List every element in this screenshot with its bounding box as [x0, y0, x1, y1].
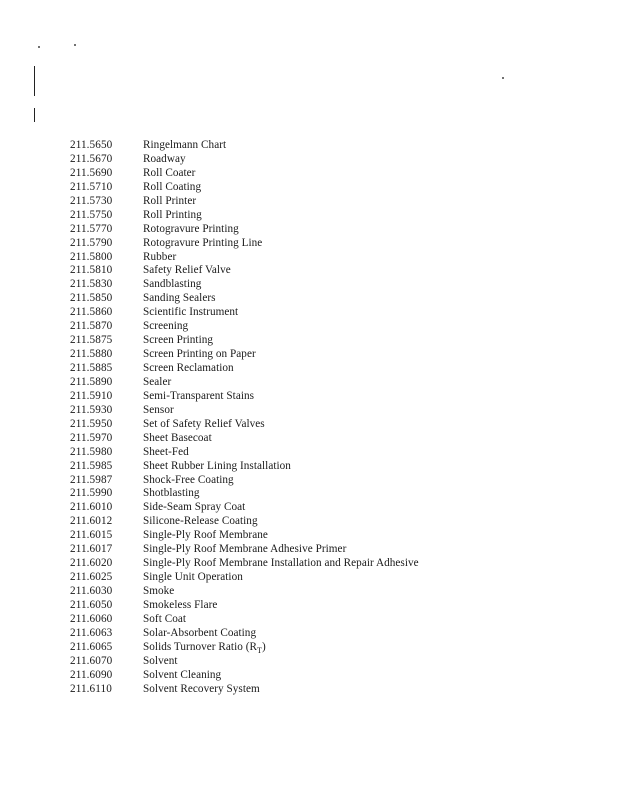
defined-term: [143, 139, 226, 153]
section-number: 211.5860: [70, 306, 113, 319]
index-entry: [70, 390, 419, 404]
term-text: Rubber: [143, 250, 177, 263]
defined-term: [143, 153, 186, 167]
index-entry: [70, 320, 419, 334]
index-entry: [70, 167, 419, 181]
section-number: 211.6030: [70, 585, 113, 597]
scan-speck: [38, 46, 40, 48]
section-number: 211.5800: [70, 250, 113, 263]
term-text: Solvent Recovery System: [143, 682, 260, 695]
section-number: 211.5985: [70, 459, 113, 472]
term-text: Sandblasting: [143, 278, 202, 291]
term-text: Sensor: [143, 403, 174, 416]
index-entry: [70, 585, 419, 599]
index-entry: [70, 487, 419, 501]
scan-speck: [74, 44, 76, 46]
index-entry: [70, 515, 419, 529]
index-entry: [70, 376, 419, 390]
term-text: Soft Coat: [143, 612, 187, 625]
index-entry: [70, 348, 419, 362]
index-entry: [70, 223, 419, 237]
defined-term: [143, 404, 174, 418]
section-number: 211.6015: [70, 529, 113, 542]
index-entry: [70, 655, 419, 669]
defined-term: [143, 181, 201, 195]
defined-term: [143, 515, 258, 529]
term-text: Screen Printing on Paper: [143, 348, 256, 361]
index-entry: [70, 641, 419, 655]
defined-term: [143, 209, 202, 223]
section-number: 211.5950: [70, 417, 113, 430]
index-entry: [70, 209, 419, 223]
section-number: 211.5730: [70, 194, 113, 207]
section-number: 211.5750: [70, 208, 113, 221]
section-number: 211.5970: [70, 431, 113, 444]
section-number: 211.5850: [70, 292, 113, 305]
section-number: 211.6065: [70, 640, 113, 653]
index-entry: [70, 334, 419, 348]
section-number: 211.6050: [70, 598, 113, 611]
index-entry: [70, 669, 419, 683]
section-number: 211.5987: [70, 473, 113, 486]
defined-term: [143, 167, 195, 181]
section-number: 211.6020: [70, 557, 113, 570]
defined-term: [143, 251, 176, 265]
index-entry: [70, 418, 419, 432]
section-number: 211.5830: [70, 278, 113, 291]
index-entry: [70, 251, 419, 265]
defined-term: [143, 487, 200, 501]
term-text: Single Unit Operation: [143, 571, 243, 584]
term-text: Roll Coating: [143, 180, 202, 193]
index-entry: [70, 446, 419, 460]
section-number: 211.5875: [70, 334, 113, 347]
definitions-index-list: [70, 139, 419, 697]
scan-speck: [502, 77, 504, 79]
index-entry: [70, 627, 419, 641]
term-text: Screen Reclamation: [143, 362, 234, 374]
term-text: Safety Relief Valve: [143, 264, 231, 277]
term-text: Solar-Absorbent Coating: [143, 626, 257, 639]
term-text: Sanding Sealers: [143, 292, 216, 305]
term-text: Rotogravure Printing Line: [143, 236, 263, 249]
defined-term: [143, 376, 171, 390]
index-entry: [70, 404, 419, 418]
term-text: Smokeless Flare: [143, 598, 218, 611]
term-text: Screening: [143, 320, 189, 333]
term-text: Roll Printer: [143, 194, 197, 207]
term-text: Sheet Rubber Lining Installation: [143, 459, 291, 472]
section-number: 211.6090: [70, 668, 113, 681]
term-text: Scientific Instrument: [143, 306, 239, 319]
term-subscript: T: [257, 645, 262, 655]
term-text: Single-Ply Roof Membrane Adhesive Primer: [143, 543, 347, 556]
term-text: Roll Printing: [143, 208, 202, 221]
defined-term: [143, 223, 239, 237]
section-number: 211.5790: [70, 236, 113, 249]
defined-term: [143, 627, 256, 641]
defined-term: [143, 362, 234, 376]
defined-term: [143, 474, 234, 488]
defined-term: [143, 348, 256, 362]
index-entry: [70, 292, 419, 306]
defined-term: [143, 683, 260, 697]
term-text: Semi-Transparent Stains: [143, 389, 255, 402]
section-number: 211.6070: [70, 654, 113, 667]
index-entry: [70, 501, 419, 515]
section-number: 211.6010: [70, 501, 113, 514]
defined-term: [143, 571, 243, 585]
defined-term: [143, 557, 419, 571]
defined-term: [143, 418, 265, 432]
term-text: Silicone-Release Coating: [143, 515, 258, 528]
index-entry: [70, 153, 419, 167]
defined-term: [143, 460, 291, 474]
term-text: Roadway: [143, 152, 186, 165]
defined-term: [143, 292, 216, 306]
index-entry: [70, 362, 419, 376]
section-number: 211.5880: [70, 348, 113, 361]
section-number: 211.5770: [70, 222, 113, 235]
section-number: 211.5890: [70, 375, 113, 388]
defined-term: [143, 599, 217, 613]
defined-term: [143, 264, 231, 278]
term-text: Shotblasting: [143, 487, 200, 500]
defined-term: [143, 446, 189, 460]
section-number: 211.5650: [70, 139, 113, 151]
defined-term: [143, 529, 268, 543]
revision-bar: [34, 108, 35, 122]
term-text: Screen Printing: [143, 334, 214, 347]
section-number: 211.5910: [70, 389, 113, 402]
term-text: Sealer: [143, 375, 172, 388]
defined-term: [143, 306, 238, 320]
index-entry: [70, 557, 419, 571]
section-number: 211.6063: [70, 626, 113, 639]
defined-term: [143, 334, 213, 348]
index-entry: [70, 683, 419, 697]
index-entry: [70, 571, 419, 585]
section-number: 211.6025: [70, 571, 113, 584]
defined-term: [143, 669, 221, 683]
index-entry: [70, 264, 419, 278]
index-entry: [70, 432, 419, 446]
index-entry: [70, 306, 419, 320]
term-text: Solvent: [143, 654, 178, 667]
term-text: Solids Turnover Ratio (R: [143, 640, 258, 653]
term-text: Roll Coater: [143, 166, 196, 179]
defined-term: [143, 278, 201, 292]
index-entry: [70, 195, 419, 209]
revision-bar: [34, 66, 35, 96]
term-text: Side-Seam Spray Coat: [143, 501, 246, 514]
term-suffix: ): [261, 640, 266, 653]
section-number: 211.5980: [70, 445, 113, 458]
index-entry: [70, 460, 419, 474]
term-text: Ringelmann Chart: [143, 139, 227, 151]
section-number: 211.5870: [70, 320, 113, 333]
index-entry: [70, 278, 419, 292]
section-number: 211.5990: [70, 487, 113, 500]
index-entry: [70, 139, 419, 153]
index-entry: [70, 599, 419, 613]
defined-term: [143, 195, 196, 209]
section-number: 211.5690: [70, 166, 113, 179]
section-number: 211.6060: [70, 612, 113, 625]
index-entry: [70, 543, 419, 557]
defined-term: [143, 543, 346, 557]
section-number: 211.6110: [70, 682, 112, 695]
term-text: Sheet-Fed: [143, 445, 189, 458]
index-entry: [70, 474, 419, 488]
section-number: 211.6012: [70, 515, 113, 528]
defined-term: [143, 432, 212, 446]
term-text: Sheet Basecoat: [143, 431, 212, 444]
section-number: 211.5810: [70, 264, 113, 277]
section-number: 211.5885: [70, 362, 113, 374]
defined-term: [143, 641, 266, 655]
term-text: Set of Safety Relief Valves: [143, 417, 265, 430]
term-text: Smoke: [143, 585, 175, 597]
defined-term: [143, 390, 254, 404]
index-entry: [70, 613, 419, 627]
section-number: 211.5670: [70, 152, 113, 165]
term-text: Shock-Free Coating: [143, 473, 234, 486]
term-text: Rotogravure Printing: [143, 222, 239, 235]
defined-term: [143, 585, 174, 599]
defined-term: [143, 320, 188, 334]
term-text: Single-Ply Roof Membrane: [143, 529, 268, 542]
defined-term: [143, 501, 245, 515]
index-entry: [70, 181, 419, 195]
defined-term: [143, 613, 186, 627]
term-text: Single-Ply Roof Membrane Installation and Repair Adhesive: [143, 557, 419, 570]
defined-term: [143, 237, 262, 251]
index-entry: [70, 529, 419, 543]
index-entry: [70, 237, 419, 251]
section-number: 211.5710: [70, 180, 113, 193]
section-number: 211.5930: [70, 403, 113, 416]
section-number: 211.6017: [70, 543, 113, 556]
term-text: Solvent Cleaning: [143, 668, 222, 681]
defined-term: [143, 655, 178, 669]
